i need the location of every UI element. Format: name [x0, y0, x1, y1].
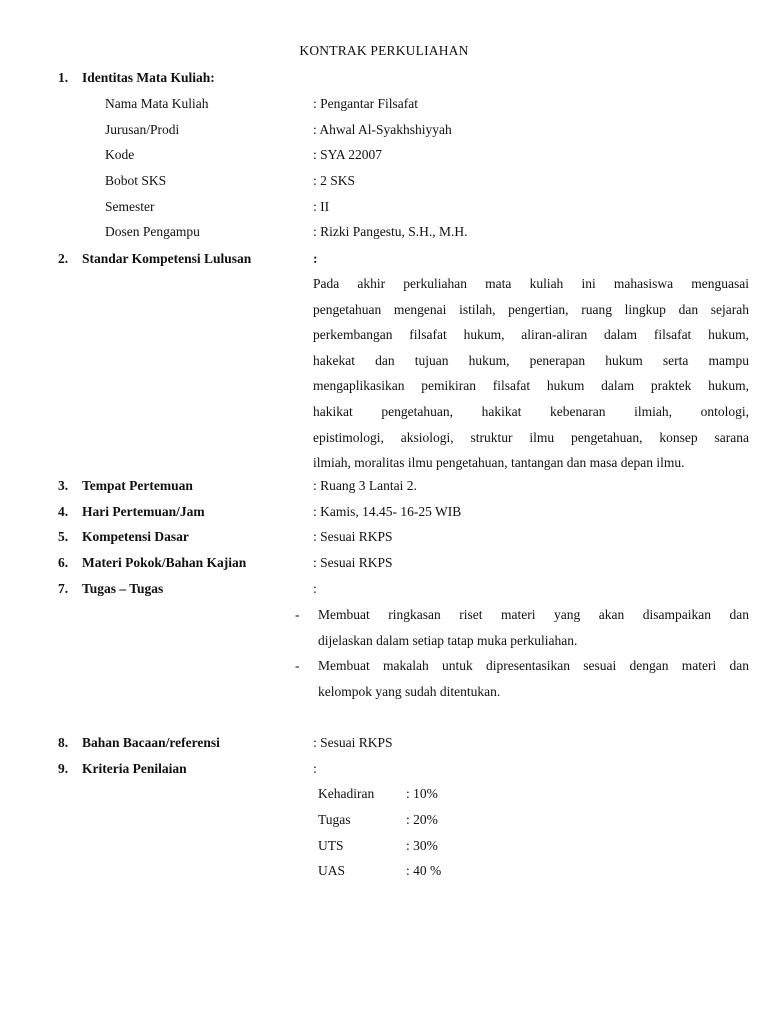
section-heading-tugas: Tugas – Tugas	[82, 581, 164, 596]
section-colon: :	[313, 761, 317, 776]
field-value-nama-mata-kuliah: : Pengantar Filsafat	[313, 96, 418, 111]
field-value-tempat: : Ruang 3 Lantai 2.	[313, 478, 417, 493]
criteria-label-uas: UAS	[318, 863, 346, 878]
field-value-jurusan: : Ahwal Al-Syakhshiyyah	[313, 122, 452, 137]
field-value-dosen: : Rizki Pangestu, S.H., M.H.	[313, 224, 468, 239]
section-heading-materi: Materi Pokok/Bahan Kajian	[82, 555, 247, 570]
competency-paragraph	[313, 271, 749, 476]
section-number: 6.	[58, 555, 69, 570]
field-label-bobot-sks: Bobot SKS	[105, 173, 167, 188]
task-line: kelompok yang sudah ditentukan.	[318, 683, 501, 699]
task-line: dijelaskan dalam setiap tatap muka perkuliahan.	[318, 632, 578, 648]
criteria-label-uts: UTS	[318, 838, 344, 853]
field-value-bobot-sks: : 2 SKS	[313, 173, 356, 188]
task-line: Membuat makalah untuk dipresentasikan sesuai dengan materi dan	[318, 658, 749, 673]
field-value-hari: : Kamis, 14.45- 16-25 WIB	[313, 504, 462, 519]
paragraph-line: pengetahuan mengenai istilah, pengertian, ruang lingkup dan sejarah	[313, 301, 749, 317]
paragraph-line: hakekat dan tujuan hukum, penerapan hukum serta mampu	[313, 352, 749, 368]
criteria-label-tugas: Tugas	[318, 812, 351, 827]
field-value-materi: : Sesuai RKPS	[313, 555, 393, 570]
criteria-value-tugas: : 20%	[406, 812, 438, 827]
section-heading-standar-kompetensi: Standar Kompetensi Lulusan	[82, 251, 252, 266]
field-label-dosen: Dosen Pengampu	[105, 224, 200, 239]
section-heading-bahan-bacaan: Bahan Bacaan/referensi	[82, 735, 220, 750]
document-title: KONTRAK PERKULIAHAN	[299, 43, 469, 58]
bullet-dash: -	[295, 607, 300, 622]
section-heading-hari: Hari Pertemuan/Jam	[82, 504, 205, 519]
task-line: Membuat ringkasan riset materi yang akan disampaikan dan	[318, 607, 749, 622]
section-number: 5.	[58, 529, 69, 544]
field-value-kompetensi-dasar: : Sesuai RKPS	[313, 529, 393, 544]
paragraph-line: epistimologi, aksiologi, struktur ilmu pengetahuan, konsep sarana	[313, 429, 749, 445]
field-value-kode: : SYA 22007	[313, 147, 383, 162]
criteria-label-kehadiran: Kehadiran	[318, 786, 375, 801]
field-value-semester: : II	[313, 199, 330, 214]
section-heading-tempat: Tempat Pertemuan	[82, 478, 193, 493]
field-value-bahan-bacaan: : Sesuai RKPS	[313, 735, 393, 750]
section-number: 2.	[58, 251, 69, 266]
section-number: 1.	[58, 70, 69, 85]
paragraph-line: ilmiah, moralitas ilmu pengetahuan, tantangan dan masa depan ilmu.	[313, 455, 685, 471]
paragraph-line: Pada akhir perkuliahan mata kuliah ini mahasiswa menguasai	[313, 276, 749, 291]
section-number: 7.	[58, 581, 69, 596]
criteria-value-kehadiran: : 10%	[406, 786, 438, 801]
section-number: 3.	[58, 478, 69, 493]
section-heading-kriteria: Kriteria Penilaian	[82, 761, 187, 776]
criteria-value-uas: : 40 %	[406, 863, 442, 878]
field-label-semester: Semester	[105, 199, 155, 214]
task-item	[318, 653, 749, 704]
section-heading-identitas: Identitas Mata Kuliah:	[82, 70, 215, 85]
section-number: 8.	[58, 735, 69, 750]
paragraph-line: perkembangan filsafat hukum, aliran-aliran dalam filsafat hukum,	[313, 327, 749, 343]
section-number: 4.	[58, 504, 69, 519]
section-colon: :	[313, 581, 317, 596]
task-item	[318, 602, 749, 653]
paragraph-line: hakikat pengetahuan, hakikat kebenaran ilmiah, ontologi,	[313, 403, 749, 419]
field-label-kode: Kode	[105, 147, 135, 162]
field-label-jurusan: Jurusan/Prodi	[105, 122, 180, 137]
bullet-dash: -	[295, 658, 300, 673]
section-heading-kompetensi-dasar: Kompetensi Dasar	[82, 529, 189, 544]
criteria-value-uts: : 30%	[406, 838, 438, 853]
section-number: 9.	[58, 761, 69, 776]
field-label-nama-mata-kuliah: Nama Mata Kuliah	[105, 96, 209, 111]
section-colon: :	[313, 251, 318, 266]
paragraph-line: mengaplikasikan pemikiran filsafat hukum dalam praktek hukum,	[313, 378, 749, 394]
